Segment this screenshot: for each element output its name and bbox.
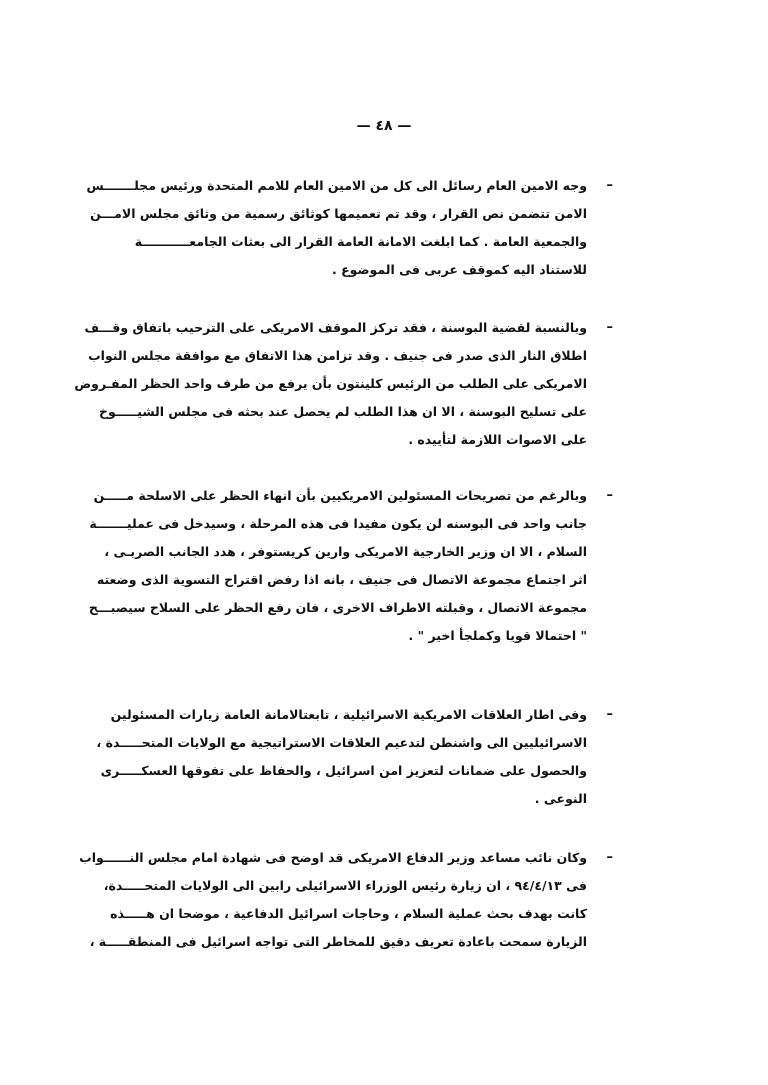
bullet-dash: – [606,488,613,503]
bullet-dash: – [606,850,613,865]
paragraph-3 [88,482,613,650]
text-line: كانت بهدف بحث عملية السلام ، وحاجات اسرائيل الدفاعية ، موضحا ان هـــــذه [110,906,587,921]
text-line: وكان نائب مساعد وزير الدفاع الامريكى قد اوضح فى شهادة امام مجلس النــــــواب [79,850,587,865]
text-line: اطلاق النار الذى صدر فى جنيف . وقد تزامن هذا الاتفاق مع موافقة مجلس النواب [88,348,587,363]
page-number: — ٤٨ — [356,118,412,134]
text-line: اثر اجتماع مجموعة الاتصال فى جنيف ، بانه اذا رفض اقتراح التسوية الذى وضعته [96,572,587,587]
text-line: الاسرائيليين الى واشنطن لتدعيم العلاقات الاستراتيجية مع الولايات المتحـــــدة ، [96,735,587,750]
text-line: الامن تتضمن نص القرار ، وقد تم تعميمها كوثائق رسمية من وثائق مجلس الامـــن [90,206,587,221]
text-line: وبالرغم من تصريحات المسئولين الامريكيين بأن انهاء الحظر على الاسلحة مـــــن [93,488,587,503]
text-line: والحصول على ضمانات لتعزيز امن اسرائيل ، والحفاظ على تفوقها العسكـــــرى [100,763,587,778]
text-line: للاستناد اليه كموقف عربى فى الموضوع . [331,262,587,277]
text-line: وبالنسبة لقضية البوسنة ، فقد تركز الموقف الامريكى على الترحيب باتفاق وقـــف [84,320,587,335]
text-line: الامريكى على الطلب من الرئيس كلينتون بأن يرفع من طرف واحد الحظر المفـروض [74,376,587,391]
text-line: فى ٩٤/٤/١٣ ، ان زيارة رئيس الوزراء الاسرائيلى رابين الى الولايات المتحـــــدة، [103,878,587,893]
paragraph-2 [74,314,613,454]
paragraph-1 [86,172,613,284]
text-line: السلام ، الا ان وزير الخارجية الامريكى وارين كريستوفر ، هدد الجانب الصربـى ، [104,544,587,559]
text-line: النوعى . [534,791,587,806]
text-line: مجموعة الاتصال ، وقبلته الاطراف الاخرى ، فان رفع الحظر على السلاح سيصبـــح [88,600,587,615]
text-line: على تسليح البوسنة ، الا ان هذا الطلب لم يحصل عند بحثه فى مجلس الشيـــــوخ [99,404,587,419]
bullet-dash: – [606,707,613,722]
paragraph-4 [96,701,613,813]
text-line: " احتمالا قويا وكملجأ اخير " . [408,628,587,643]
paragraph-5 [79,844,613,956]
bullet-dash: – [606,178,613,193]
text-line: والجمعية العامة . كما ابلغت الامانة العامة القرار الى بعثات الجامعـــــــــــة [134,234,587,249]
text-line: جانب واحد فى البوسنه لن يكون مفيدا فى هذه المرحلة ، وسيدخل فى عمليـــــــة [89,516,587,531]
bullet-dash: – [606,320,613,335]
text-line: وجه الامين العام رسائل الى كل من الامين العام للامم المتحدة ورئيس مجلـــــــس [86,178,587,193]
text-line: الزيارة سمحت باعادة تعريف دقيق للمخاطر التى تواجه اسرائيل فى المنطقـــــة ، [89,934,587,949]
text-line: وفى اطار العلاقات الامريكية الاسرائيلية ، تابعتالامانة العامة زيارات المسئولين [110,707,587,722]
text-line: على الاصوات اللازمة لتأييده . [408,432,587,447]
